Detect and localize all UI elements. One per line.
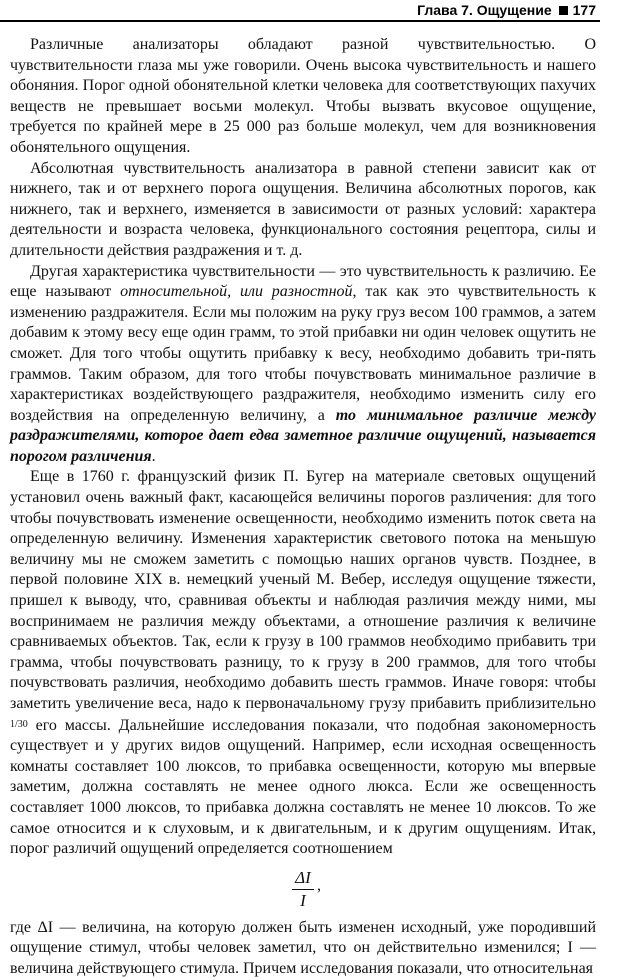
header-rule xyxy=(0,20,600,22)
formula-denominator: I xyxy=(300,890,306,910)
running-header xyxy=(0,0,620,22)
paragraph-3-text-a: Другая характеристика чувствительности — это чувствительность к различию. Ее еще называют xyxy=(10,262,596,301)
paragraph-3-text-b: , так как это чувствительность к изменению раздражителя. Если мы положим на руку груз весом 100 граммов, а затем добавим к этому весу еще один грамм, то этой прибавки ни один человек ощутить не сможет. Для того чтобы ощутить прибавку к весу, необходимо добавить три-пять граммов. Таким образом, для того чтобы почувствовать минимальное различие в характеристиках воздействующего раздражителя, необходимо изменить силу его воздействия на определенную величину, а xyxy=(10,283,597,424)
paragraph-4-text-b: его массы. Дальнейшие исследования показали, что подобная закономерность существует и у других видов ощущений. Например, если исходная освещенность комнаты составляет 100 люксов, то прибавка освещенности, которую мы впервые заметим, должна составлять не менее одного люкса. Если же освещенность составляет 1000 люксов, то прибавка должна составлять не менее 10 люксов. То же самое относится и к слуховым, и к двигательным, и к другим ощущениям. Итак, порог различий ощущений определяется соотношением xyxy=(10,716,596,858)
paragraph-4 xyxy=(10,467,596,859)
square-bullet-icon xyxy=(559,6,568,15)
chapter-title: Глава 7. Ощущение xyxy=(417,2,552,18)
term-relative-sensitivity: относительной, или разностной xyxy=(120,283,353,301)
formula-fraction xyxy=(292,868,314,911)
paragraph-3 xyxy=(10,262,596,468)
paragraph-3-text-c: . xyxy=(151,447,156,465)
paragraph-5: где ΔI — величина, на которую должен быть изменен исходный, уже породивший ощущение стимул, чтобы человек заметил, что он действительно изменился; I — величина действующего стимула. Причем исследования показали, что относительная xyxy=(10,918,596,977)
paragraph-4-text-a: Еще в 1760 г. французский физик П. Бугер на материале световых ощущений установил очень важный факт, касающейся величины порогов различения: для того чтобы почувствовать изменение освещенности, необходимо изменить поток света на определенную величину. Изменения характеристик светового потока на меньшую величину мы не сможем заметить с помощью наших органов чувств. Позднее, в первой половине XIX в. немецкий ученый М. Вебер, исследуя ощущение тяжести, пришел к выводу, что, сравнивая объекты и наблюдая различия между ними, мы воспринимаем не различия между объектами, а отношение различия к величине сравниваемых объектов. Так, если к грузу в 100 граммов необходимо прибавить три грамма, чтобы почувствовать разницу, то к грузу в 200 граммов, для того чтобы почувствовать различия, необходимо добавить шесть граммов. Иначе говоря: чтобы заметить увеличение веса, надо к первоначальному грузу прибавить приблизительно xyxy=(10,468,596,712)
header-text xyxy=(417,1,596,19)
definition-difference-threshold: то минимальное различие между раздражителями, которое дает едва заметное различие ощущений, называется порогом различения xyxy=(10,406,597,465)
formula-comma: , xyxy=(317,876,321,894)
formula-weber xyxy=(10,860,596,918)
page-number: 177 xyxy=(572,2,596,18)
formula-numerator: ΔI xyxy=(292,868,314,890)
body-text xyxy=(10,35,596,980)
paragraph-2: Абсолютная чувствительность анализатора в равной степени зависит как от нижнего, так и от верхнего порога ощущения. Величина абсолютных порогов, как нижнего, так и верхнего, изменяется в зависимости от разных условий: характера деятельности и возраста человека, функционального состояния рецептора, силы и длительности действия раздражения и т. д. xyxy=(10,159,596,259)
inline-fraction: 1/30 xyxy=(10,718,28,730)
paragraph-1: Различные анализаторы обладают разной чувствительностью. О чувствительности глаза мы уже говорили. Очень высока чувствительность и нашего обоняния. Порог одной обонятельной клетки человека для соответствующих пахучих веществ не превышает восьми молекул. Чтобы вызвать вкусовое ощущение, требуется по крайней мере в 25 000 раз больше молекул, чем для возникновения обонятельного ощущения. xyxy=(10,36,596,156)
